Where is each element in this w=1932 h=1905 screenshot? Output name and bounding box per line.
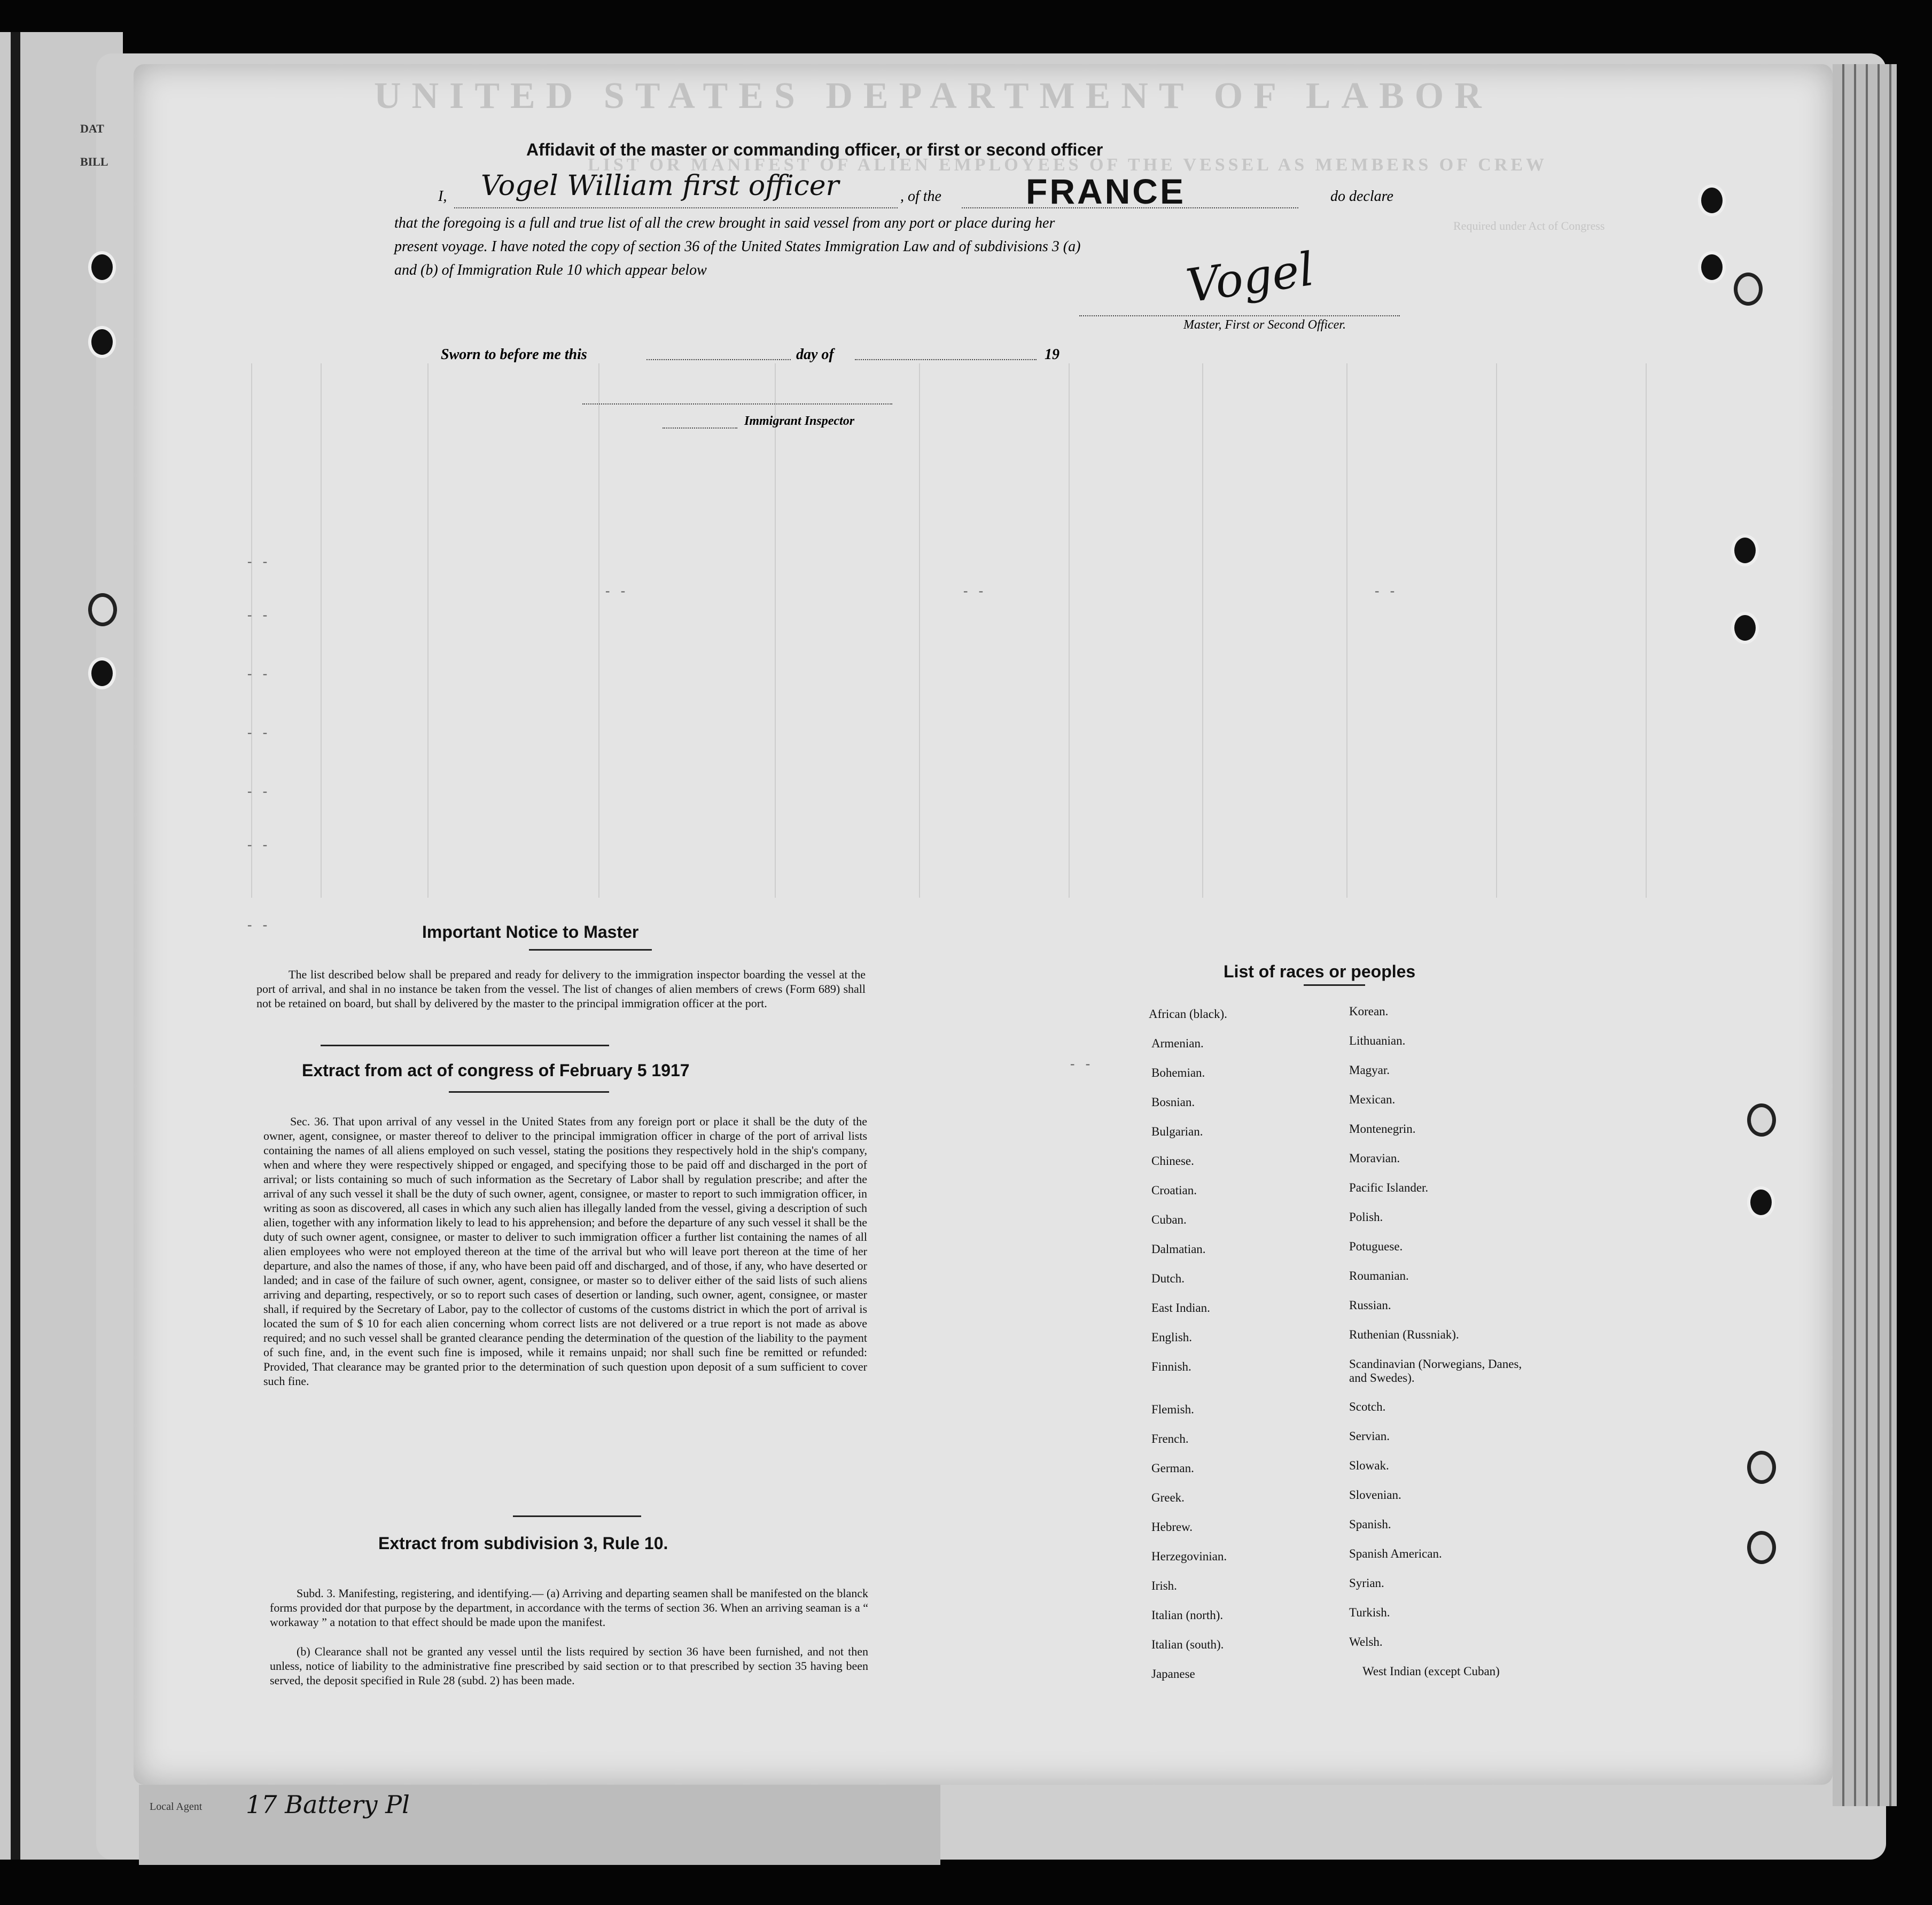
race-right-item: Moravian. <box>1349 1152 1400 1165</box>
race-right-item: Pacific Islander. <box>1349 1181 1429 1194</box>
faint-column-line <box>1069 363 1070 898</box>
affidavit-body-line3: and (b) of Immigration Rule 10 which appear below <box>394 262 707 278</box>
race-left-item: Japanese <box>1151 1667 1195 1681</box>
race-right-item: Syrian. <box>1349 1576 1384 1590</box>
row-dash: - - <box>246 839 269 853</box>
row-dash: - - <box>962 585 985 600</box>
vessel-name: FRANCE <box>1026 172 1186 211</box>
race-left-item: Dalmatian. <box>1151 1242 1206 1256</box>
day-of-label: day of <box>796 346 834 363</box>
row-dash: - - <box>246 786 269 800</box>
faint-column-line <box>321 363 322 898</box>
left-strip-label-bill: BILL <box>80 155 108 168</box>
binding-hole <box>88 326 116 358</box>
row-dash: - - <box>246 609 269 624</box>
binding-hole <box>1747 1451 1776 1484</box>
race-right-item: Scandinavian (Norwegians, Danes, and Swedes). <box>1349 1357 1522 1385</box>
race-right-item: Magyar. <box>1349 1063 1390 1077</box>
race-right-item: West Indian (except Cuban) <box>1362 1665 1500 1678</box>
race-left-item: German. <box>1151 1461 1194 1475</box>
binding-hole <box>88 251 116 283</box>
race-left-item: Dutch. <box>1151 1272 1185 1285</box>
extract-rule-text-a: Subd. 3. Manifesting, registering, and identifying.— (a) Arriving and departing seamen shall be manifested on the blanck forms provided dor that purpose by the department, in accordance with the terms of section 36. When an arriving seaman is a “ workaway ” a notation to that effect should be made upon the manifest. <box>270 1587 868 1629</box>
affidavit-body-line2: present voyage. I have noted the copy of section 36 of the United States Immigration Law and of subdivisions 3 (a) <box>394 238 1081 255</box>
row-dash: - - <box>246 727 269 741</box>
affidavit-title: Affidavit of the master or commanding officer, or first or second officer <box>526 140 1103 159</box>
binding-hole <box>88 593 117 626</box>
race-left-item: Cuban. <box>1151 1213 1187 1226</box>
race-left-item: Chinese. <box>1151 1154 1194 1168</box>
officer-name-handwritten: Vogel William first officer <box>481 170 839 202</box>
faint-column-line <box>598 363 599 898</box>
handwritten-address: 17 Battery Pl <box>246 1790 410 1819</box>
race-left-item: Italian (south). <box>1151 1638 1224 1651</box>
race-left-item: Greek. <box>1151 1491 1185 1504</box>
officer-name-line <box>454 207 898 208</box>
race-left-item: French. <box>1151 1432 1189 1445</box>
row-dash: - - <box>246 668 269 682</box>
race-right-item: Mexican. <box>1349 1093 1396 1106</box>
faint-column-line <box>775 363 776 898</box>
notice-title: Important Notice to Master <box>422 922 639 942</box>
faint-column-line <box>1646 363 1647 898</box>
extract-rule-text-b: (b) Clearance shall not be granted any vessel until the lists required by section 36 have been furnished, and not then unless, notice of liability to the administrative fine prescribed by said section or to that prescribed by section 35 having been served, the deposit specified in Rule 28 (subd. 2) has been made. <box>270 1645 868 1687</box>
signature-caption: Master, First or Second Officer. <box>1183 318 1346 332</box>
binding-hole <box>1734 273 1763 306</box>
binding-hole <box>1731 612 1759 644</box>
extract-act-underline <box>449 1091 609 1093</box>
inspector-line-short <box>663 427 737 429</box>
sworn-label: Sworn to before me this <box>441 346 587 363</box>
race-left-item: Irish. <box>1151 1579 1177 1592</box>
signature-line <box>1079 315 1400 316</box>
row-dash: - - <box>1069 1058 1092 1072</box>
page-edge-shadow <box>11 32 20 1860</box>
faint-column-line <box>251 363 252 898</box>
stacked-page-edges <box>1833 64 1897 1806</box>
binding-hole <box>88 657 116 689</box>
year-label: 19 <box>1045 346 1060 363</box>
binding-hole <box>1698 184 1726 216</box>
extract-act-top-rule <box>321 1045 609 1046</box>
race-left-item: Italian (north). <box>1151 1608 1224 1622</box>
race-left-item: Flemish. <box>1151 1403 1194 1416</box>
race-left-item: Bulgarian. <box>1151 1125 1203 1138</box>
race-left-item: Bohemian. <box>1151 1066 1205 1079</box>
sworn-day-line <box>646 359 791 360</box>
binding-hole <box>1747 1186 1775 1218</box>
row-dash: - - <box>246 556 269 570</box>
faint-header-note: Required under Act of Congress <box>1453 219 1605 232</box>
race-right-item: Ruthenian (Russniak). <box>1349 1328 1459 1341</box>
binding-hole <box>1747 1103 1776 1137</box>
faint-header-subtitle: LIST OR MANIFEST OF ALIEN EMPLOYEES OF THE VESSEL AS MEMBERS OF CREW <box>588 155 1548 175</box>
affidavit-i-label: I, <box>438 188 447 205</box>
local-agent-label: Local Agent <box>150 1801 202 1813</box>
binding-hole <box>1747 1531 1776 1564</box>
race-left-item: English. <box>1151 1331 1193 1344</box>
of-the-label: , of the <box>900 188 941 205</box>
binding-hole <box>1731 534 1759 566</box>
faint-header-title: UNITED STATES DEPARTMENT OF LABOR <box>374 75 1492 116</box>
race-right-item: Lithuanian. <box>1349 1034 1406 1047</box>
row-dash: - - <box>246 919 269 934</box>
row-dash: - - <box>604 585 627 600</box>
race-right-item: Roumanian. <box>1349 1269 1409 1282</box>
race-left-item: Croatian. <box>1151 1184 1197 1197</box>
race-right-item: Welsh. <box>1349 1635 1383 1649</box>
notice-text: The list described below shall be prepared and ready for delivery to the immigration inspector boarding the vessel at the port of arrival, and shal in no instance be taken from the vessel. The list of changes of alien members of crews (Form 689) shall not be retained on board, but shall by delivered by the master to the principal immigration officer at the port. <box>256 968 866 1010</box>
faint-column-line <box>1202 363 1203 898</box>
race-right-item: Korean. <box>1349 1005 1389 1018</box>
manifest-page <box>134 64 1833 1785</box>
race-right-item: Spanish American. <box>1349 1547 1442 1560</box>
sworn-month-line <box>855 359 1037 360</box>
extract-act-title: Extract from act of congress of February 5 1917 <box>302 1061 690 1080</box>
faint-column-line <box>1496 363 1497 898</box>
race-right-item: Scotch. <box>1349 1400 1386 1413</box>
race-left-item: Finnish. <box>1151 1360 1191 1373</box>
race-left-item: Herzegovinian. <box>1151 1550 1227 1563</box>
extract-rule-top-rule <box>513 1515 641 1517</box>
binding-hole <box>1698 251 1726 283</box>
race-right-item: Servian. <box>1349 1429 1390 1443</box>
inspector-signature-line <box>582 403 892 405</box>
left-strip-label-date: DAT <box>80 122 104 135</box>
declare-label: do declare <box>1330 188 1393 205</box>
faint-column-line <box>1346 363 1347 898</box>
faint-column-line <box>919 363 920 898</box>
race-right-item: Spanish. <box>1349 1518 1391 1531</box>
bottom-margin-label <box>139 1785 940 1865</box>
officer-signature: Vogel <box>1183 242 1318 314</box>
race-left-item: Armenian. <box>1151 1037 1204 1050</box>
notice-title-underline <box>529 949 652 951</box>
race-right-item: Slowak. <box>1349 1459 1389 1472</box>
race-left-item: African (black). <box>1149 1007 1227 1021</box>
extract-act-text: Sec. 36. That upon arrival of any vessel in the United States from any foreign port or place it shall be the duty of the owner, agent, consignee, or master thereof to deliver to the principal immigration officer in charge of the port of arrival lists containing the names of all aliens employed on such vessel, stating the positions they respectively hold in the ship's company, when and where they were respectively shipped or engaged, and specifying those to be paid off and discharged in the port of arrival; or lists containing so much of such information as the Secretary of Labor shall by regulation prescribe; and after the arrival of any such vessel it shall be the duty of such owner, agent, consignee, or master to report to such immigration officer, in writing as soon as discovered, all cases in which any such alien has illegally landed from the vessel, giving a description of such alien, together with any information likely to lead to his apprehension; and before the departure of any such vessel it shall be the duty of such owner agent, consignee, or master to deliver to such immigration officer a further list containing the names of all alien employees who were not employed thereon at the time of the arrival but who will leave port thereon at the time of her departure, and also the names of those, if any, who have been paid off and discharged, and of those, if any, who have deserted or landed; and in case of the failure of such owner, agent, consignee, or master so to deliver either of the said lists of such aliens arriving and departing, respectively, or so to report such cases of desertion or landing, such owner, agent, consignee, or master shall, if required by the Secretary of Labor, pay to the collector of customs of the customs district in which the port of arrival is located the sum of $ 10 for each alien concerning whom correct lists are not delivered or a true report is not made as above required; and no such vessel shall be granted clearance pending the determination of the question of the liability to the payment of such fine, and, in the event such fine is imposed, while it remains unpaid; nor shall such fine be remitted or refunded: Provided, That clearance may be granted prior to the determination of such question upon deposit of a sum sufficient to cover such fine. <box>263 1115 867 1388</box>
inspector-label: Immigrant Inspector <box>744 414 855 428</box>
race-left-item: East Indian. <box>1151 1301 1210 1315</box>
row-dash: - - <box>1373 585 1397 600</box>
race-left-item: Bosnian. <box>1151 1095 1195 1109</box>
race-right-item: Potuguese. <box>1349 1240 1403 1253</box>
faint-column-line <box>427 363 429 898</box>
race-right-item: Polish. <box>1349 1210 1383 1224</box>
extract-rule-title: Extract from subdivision 3, Rule 10. <box>378 1534 668 1553</box>
race-left-item: Hebrew. <box>1151 1520 1193 1534</box>
race-right-item: Turkish. <box>1349 1606 1390 1619</box>
race-right-item: Montenegrin. <box>1349 1122 1416 1136</box>
race-right-item: Slovenian. <box>1349 1488 1401 1502</box>
races-title-underline <box>1304 984 1365 986</box>
vessel-line <box>962 207 1298 208</box>
races-title: List of races or peoples <box>1224 962 1416 981</box>
affidavit-body-line1: that the foregoing is a full and true list of all the crew brought in said vessel from any port or place during her <box>394 215 1055 231</box>
race-right-item: Russian. <box>1349 1298 1391 1312</box>
